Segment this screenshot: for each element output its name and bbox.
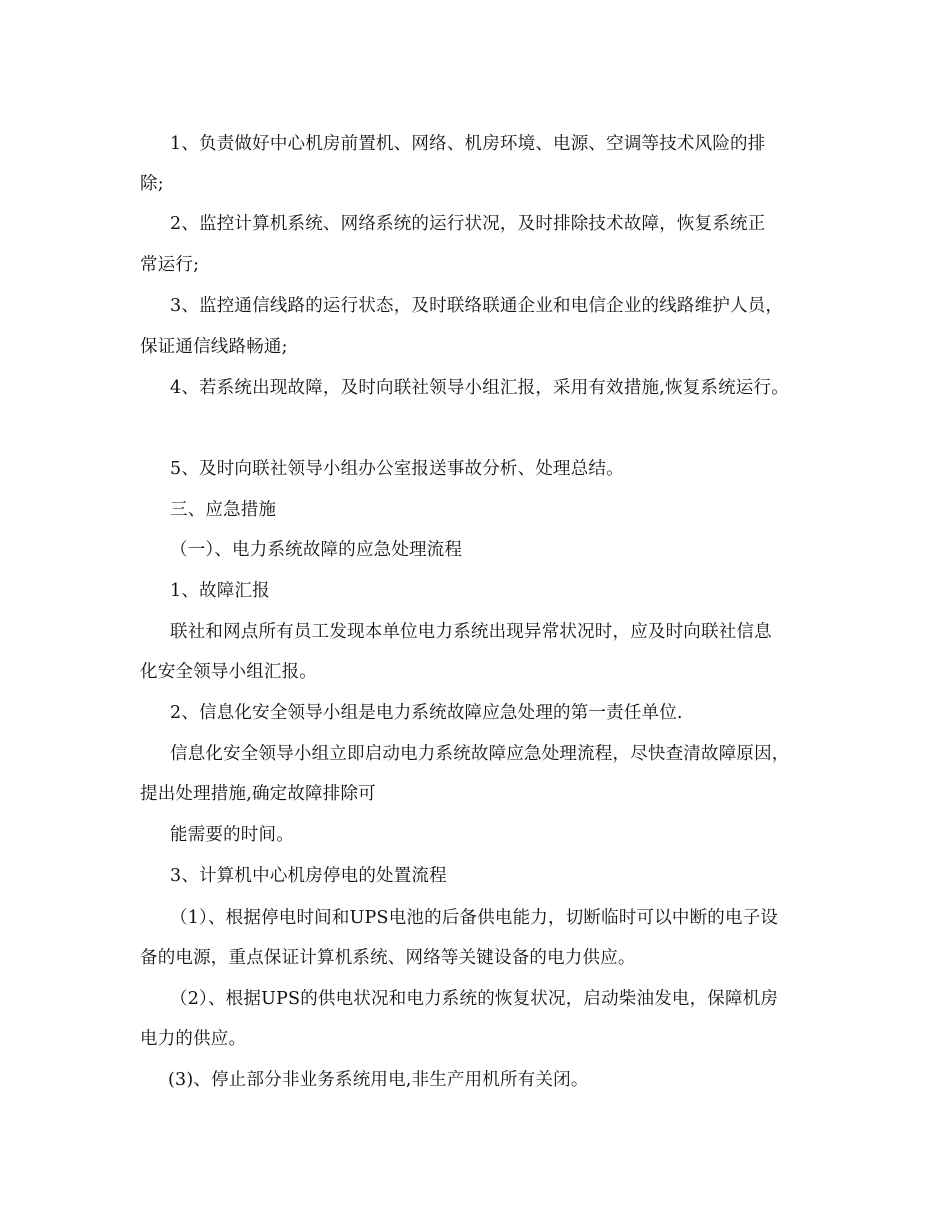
text-line-14: 2、信息化安全领导小组是电力系统故障应急处理的第一责任单位.: [170, 703, 683, 723]
text-line-18: 3、计算机中心机房停电的处置流程: [170, 866, 447, 886]
text-line-13: 化安全领导小组汇报。: [140, 662, 317, 682]
text-line-23: (3)、停止部分非业务系统用电,非生产用机所有关闭。: [168, 1070, 589, 1090]
text-line-21: （2）、根据UPS的供电状况和电力系统的恢复状况，启动柴油发电，保障机房: [170, 989, 779, 1009]
subsection-heading: （一）、电力系统故障的应急处理流程: [170, 540, 463, 560]
text-line-2: 除;: [140, 174, 164, 194]
text-line-16: 提出处理措施,确定故障排除可: [140, 784, 376, 804]
text-line-5: 3、监控通信线路的运行状态，及时联络联通企业和电信企业的线路维护人员，: [170, 296, 784, 316]
text-line-3: 2、监控计算机系统、网络系统的运行状况，及时排除技术故障，恢复系统正: [170, 214, 766, 234]
text-line-17: 能需要的时间。: [170, 825, 294, 845]
text-line-20: 备的电源，重点保证计算机系统、网络等关键设备的电力供应。: [140, 948, 636, 968]
text-line-6: 保证通信线路畅通;: [140, 337, 288, 357]
text-line-15: 信息化安全领导小组立即启动电力系统故障应急处理流程，尽快查清故障原因，: [170, 744, 790, 764]
text-line-12: 联社和网点所有员工发现本单位电力系统出现异常状况时，应及时向联社信息: [170, 622, 772, 642]
text-line-22: 电力的供应。: [140, 1029, 247, 1049]
section-heading: 三、应急措施: [170, 500, 277, 520]
text-line-11: 1、故障汇报: [170, 581, 270, 601]
text-line-19: （1）、根据停电时间和UPS电池的后备供电能力，切断临时可以中断的电子设: [170, 908, 779, 928]
text-line-4: 常运行;: [140, 255, 200, 275]
text-line-1: 1、负责做好中心机房前置机、网络、机房环境、电源、空调等技术风险的排: [170, 134, 766, 154]
text-line-8: 5、及时向联社领导小组办公室报送事故分析、处理总结。: [170, 459, 624, 479]
text-line-7: 4、若系统出现故障，及时向联社领导小组汇报，采用有效措施,恢复系统运行。: [170, 378, 789, 398]
